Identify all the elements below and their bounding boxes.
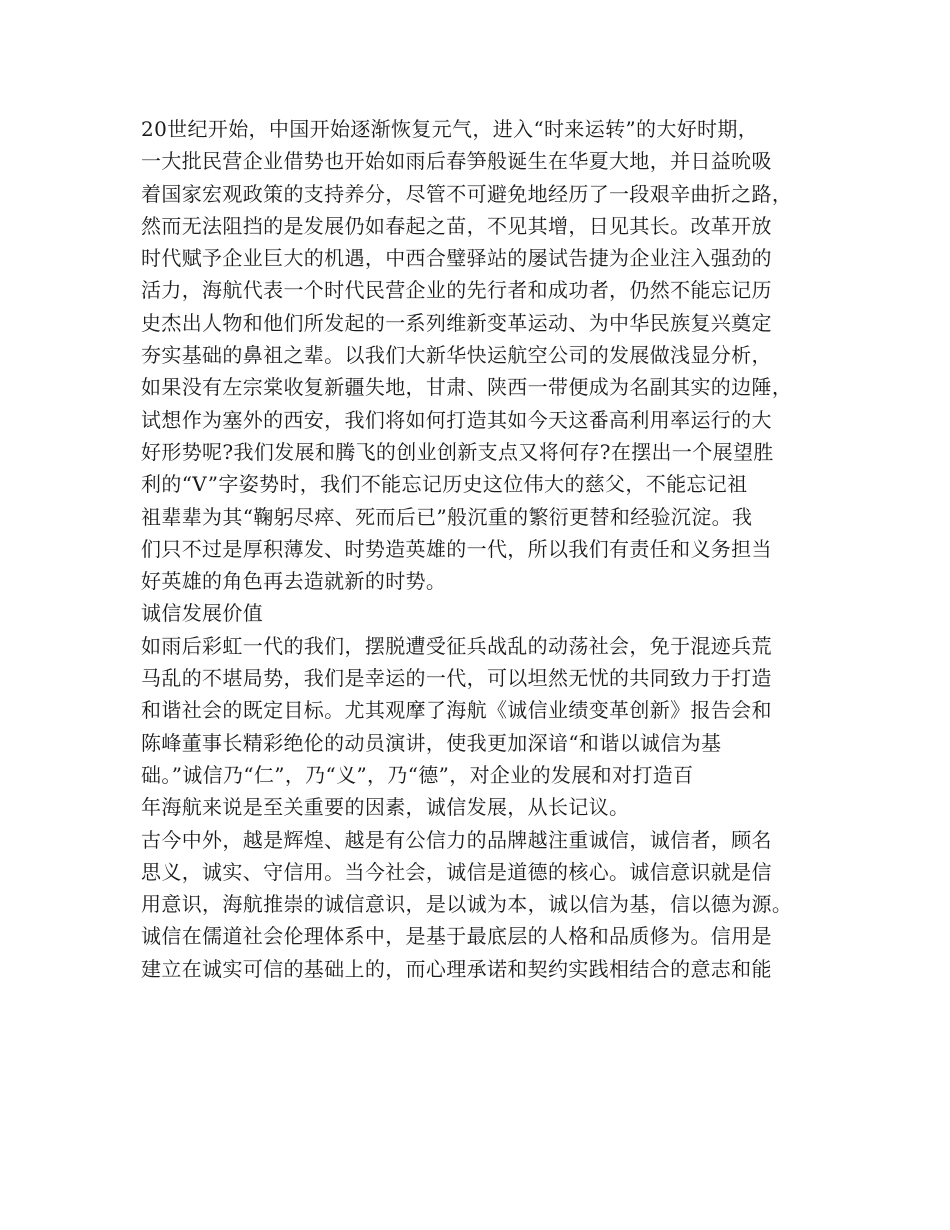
text-line: 用意识，海航推崇的诚信意识，是以诚为本，诚以信为基，信以德为源。: [141, 892, 793, 917]
text-line: 陈峰董事长精彩绝伦的动员演讲，使我更加深谙“和谐以诚信为基: [141, 730, 722, 755]
text-line: 古今中外，越是辉煌、越是有公信力的品牌越注重诚信，诚信者，顾名: [141, 827, 772, 852]
section-heading: 诚信发展价值: [141, 601, 264, 626]
text-line: 20世纪开始，中国开始逐渐恢复元气，进入“时来运转”的大好时期，: [141, 117, 759, 141]
text-line: 如雨后彩虹一代的我们，摆脱遭受征兵战乱的动荡社会，免于混迹兵荒: [141, 633, 772, 658]
text-line: 试想作为塞外的西安，我们将如何打造其如今天这番高利用率运行的大: [141, 407, 772, 432]
text-line: 马乱的不堪局势，我们是幸运的一代，可以坦然无忧的共同致力于打造: [141, 666, 772, 691]
text-line: 础。”诚信乃“仁”，乃“义”，乃“德”，对企业的发展和对打造百: [141, 762, 694, 787]
text-line: 年海航来说是至关重要的因素，诚信发展，从长记议。: [141, 795, 630, 820]
text-line: 史杰出人物和他们所发起的一系列维新变革运动、为中华民族复兴奠定: [141, 310, 772, 335]
text-line: 诚信在儒道社会伦理体系中，是基于最底层的人格和品质修为。信用是: [141, 924, 772, 949]
text-line: 思义，诚实、守信用。当今社会，诚信是道德的核心。诚信意识就是信: [141, 859, 772, 884]
text-line: 和谐社会的既定目标。尤其观摩了海航《诚信业绩变革创新》报告会和: [141, 698, 772, 723]
text-line: 祖辈辈为其“鞠躬尽瘁、死而后已”般沉重的繁衍更替和经验沉淀。我: [141, 504, 753, 529]
text-line: 利的“V”字姿势时，我们不能忘记历史这位伟大的慈父，不能忘记祖: [141, 472, 748, 497]
text-line: 如果没有左宗棠收复新疆失地，甘肃、陕西一带便成为名副其实的边陲，: [141, 375, 793, 400]
text-line: 夯实基础的鼻祖之辈。以我们大新华快运航空公司的发展做浅显分析，: [141, 343, 772, 368]
text-line: 好形势呢?我们发展和腾飞的创业创新支点又将何存?在摆出一个展望胜: [141, 439, 774, 464]
text-line: 着国家宏观政策的支持养分，尽管不可避免地经历了一段艰辛曲折之路，: [141, 181, 793, 206]
text-line: 然而无法阻挡的是发展仍如春起之苗，不见其增，日见其长。改革开放: [141, 213, 772, 238]
text-line: 时代赋予企业巨大的机遇，中西合璧驿站的屡试告捷为企业注入强劲的: [141, 246, 772, 271]
text-line: 好英雄的角色再去造就新的时势。: [141, 569, 447, 594]
text-line: 建立在诚实可信的基础上的，而心理承诺和契约实践相结合的意志和能: [141, 956, 772, 981]
document-body: [141, 113, 821, 985]
text-line: 一大批民营企业借势也开始如雨后春笋般诞生在华夏大地，并日益吮吸: [141, 149, 772, 174]
text-line: 们只不过是厚积薄发、时势造英雄的一代，所以我们有责任和义务担当: [141, 536, 772, 561]
text-line: 活力，海航代表一个时代民营企业的先行者和成功者，仍然不能忘记历: [141, 278, 772, 303]
